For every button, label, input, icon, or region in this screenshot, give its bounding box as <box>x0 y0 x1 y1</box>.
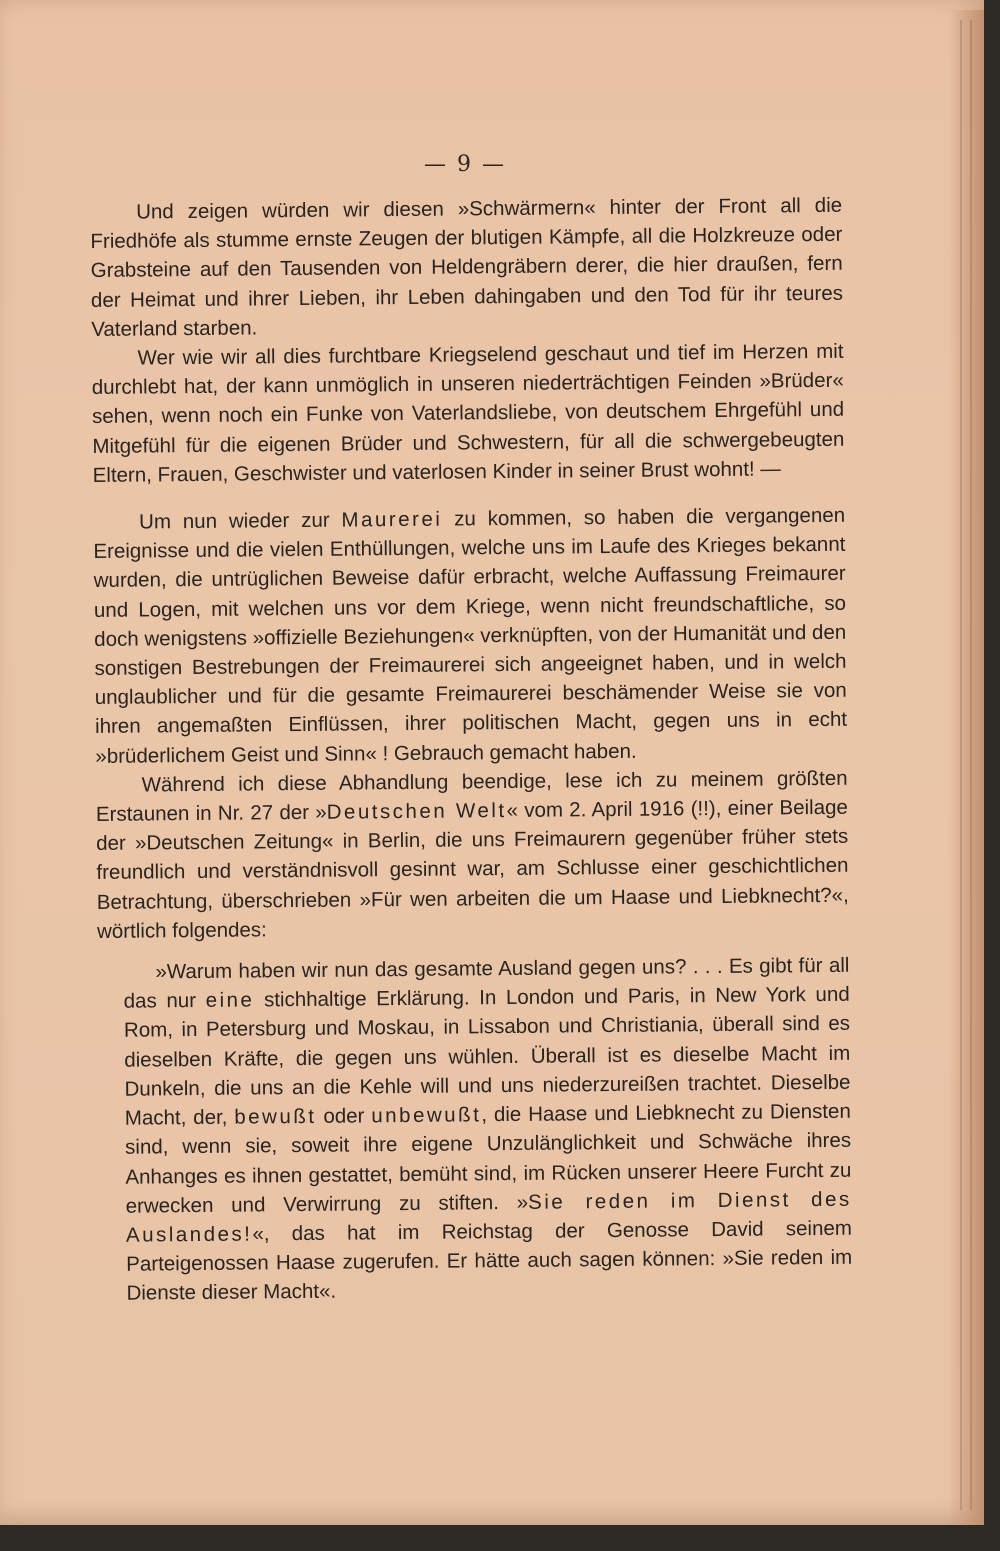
quote-part-5: «, das hat im Reichstag der Genosse David seinem Parteigenossen Haase zugerufen. Er hätte auch sagen können: »Sie reden im Dienste dieser Macht«. <box>126 1216 853 1306</box>
page-edge <box>948 10 984 1525</box>
paragraph-1: Und zeigen würden wir diesen »Schwärmern« hinter der Front all die Friedhöfe als stumme ernste Zeugen der blutigen Kämpfe, all die Holzkreuze oder Grabsteine auf den Tausenden von Heldengräbern derer, die hier draußen, fern der Heimat und ihrer Lieben, ihr Leben dahingaben und den Tod für ihr teures Vaterland starben. <box>90 193 844 341</box>
quote-part-3: oder <box>316 1104 372 1128</box>
paragraph-4-rest: « vom 2. April 1916 (!!), einer Beilage der »Deutschen Zeitung« in Berlin, die uns Freimaurern gegenüber früher stets freundlich und verständnisvoll gesinnt war, am Schlusse einer geschichtlichen Betrachtung, überschrieben »Für wen arbeiten die um Haase und Liebknecht?«, wörtlich folgendes: <box>96 795 849 943</box>
quote-part-4: , die Haase und Liebknecht zu Diensten sind, wenn sie, soweit ihre eigene Unzulänglichkeit und Schwäche ihres Anhanges es ihnen gestattet, bemüht sind, im Rücken unserer Heere Furcht zu erwecken und Verwirrung zu stiften. » <box>125 1099 852 1218</box>
quote-part-1: »Warum haben wir nun das gesamte Ausland gegen uns? . . . Es gibt für all das nur <box>123 953 850 1013</box>
page-edge-line <box>960 20 962 1510</box>
body-text <box>90 191 853 1309</box>
block-quote <box>123 951 852 1308</box>
quote-part-2: stichhaltige Erklärung. In London und Paris, in New York und Rom, in Petersburg und Moskau, in Lissabon und Christiania, überall sind es dieselben Kräfte, die gegen uns wühlen. Überall ist es dieselbe Macht im Dunkeln, die uns an die Kehle will und uns niederzureißen trachtet. Dieselbe Macht, der, <box>123 983 851 1130</box>
page-number: — 9 — <box>424 152 506 177</box>
paragraph-3 <box>93 501 847 771</box>
emphasis-bewusst: bewußt <box>234 1104 317 1129</box>
paragraph-3-start: Um nun wieder zur <box>139 508 342 534</box>
page-edge-line <box>970 20 972 1510</box>
emphasis-sie-reden: Sie reden im Dienst des Auslandes! <box>125 1187 852 1247</box>
paragraph-4 <box>95 764 849 946</box>
emphasis-unbewusst: unbewußt <box>371 1103 482 1128</box>
paragraph-2: Wer wie wir all dies furchtbare Kriegselend geschaut und tief im Herzen mit durchlebt hat, der kann unmöglich in unseren niederträchtigen Feinden »Brüder« sehen, wenn noch ein Funke von Vaterlandsliebe, von deutschem Ehrgefühl und Mitgefühl für die eigenen Brüder und Schwestern, für all die schwergebeugten Eltern, Frauen, Geschwister und vaterlosen Kinder in seiner Brust wohnt! — <box>91 339 845 487</box>
emphasis-deutschen-welt: Deutschen Welt <box>326 799 507 824</box>
paragraph-3-rest: zu kommen, so haben die vergangenen Ereignisse und die vielen Enthüllungen, welche uns im Laufe des Krieges bekannt wurden, die untrüglichen Beweise dafür erbracht, welche Auffassung Freimaurer und Logen, mit welchen uns vor dem Kriege, wenn nicht freundschaftliche, so doch wenigstens »offizielle Beziehungen« verknüpften, von der Humanität und den sonstigen Bestrebungen der Freimaurerei sich angeeignet haben, und in welch unglaublicher und für die gesamte Freimaurerei beschämender Weise sie von ihren angemaßten Einflüssen, ihrer politischen Macht, gegen uns in echt »brüderlichem Geist und Sinn« ! Gebrauch gemacht haben. <box>93 503 848 768</box>
paragraph-4-start: Während ich diese Abhandlung beendige, lese ich zu meinem größten Erstaunen in Nr. 27 der » <box>95 766 848 827</box>
emphasis-eine: eine <box>205 988 255 1013</box>
emphasis-maurerei: Maurerei <box>341 507 443 532</box>
